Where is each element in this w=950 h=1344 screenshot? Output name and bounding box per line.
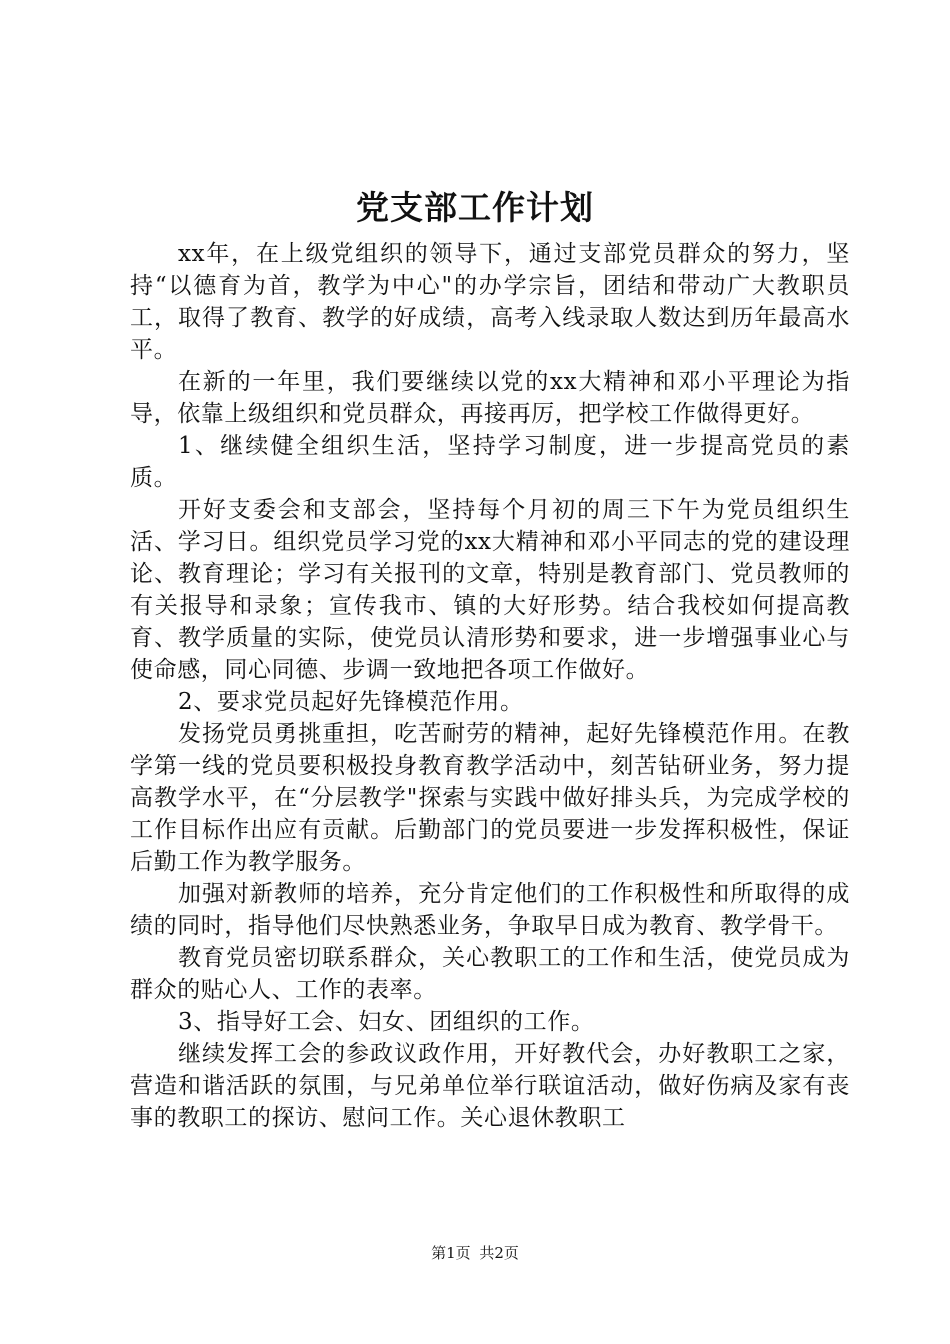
paragraph: xx年，在上级党组织的领导下，通过支部党员群众的努力，坚持“以德育为首，教学为中心"的办学宗旨，团结和带动广大教职员工，取得了教育、教学的好成绩，高考入线录取人数达到历年最高水平。: [130, 241, 850, 363]
section-heading: 3、指导好工会、妇女、团组织的工作。: [178, 1009, 595, 1035]
page-title: 党支部工作计划: [356, 188, 594, 227]
paragraph: 教育党员密切联系群众，关心教职工的工作和生活，使党员成为群众的贴心人、工作的表率。: [130, 945, 850, 1003]
page-footer: [0, 1243, 950, 1263]
section-heading: 1、继续健全组织生活，坚持学习制度，进一步提高党员的素质。: [130, 433, 850, 491]
paragraph: 继续发挥工会的参政议政作用，开好教代会，办好教职工之家，营造和谐活跃的氛围，与兄弟单位举行联谊活动，做好伤病及家有丧事的教职工的探访、慰问工作。关心退休教职工: [130, 1041, 850, 1131]
document-body: [130, 238, 850, 1134]
paragraph: 加强对新教师的培养，充分肯定他们的工作积极性和所取得的成绩的同时，指导他们尽快熟悉业务，争取早日成为教育、教学骨干。: [130, 881, 850, 939]
paragraph: 开好支委会和支部会，坚持每个月初的周三下午为党员组织生活、学习日。组织党员学习党的xx大精神和邓小平同志的党的建设理论、教育理论；学习有关报刊的文章，特别是教育部门、党员教师的有关报导和录象；宣传我市、镇的大好形势。结合我校如何提高教育、教学质量的实际，使党员认清形势和要求，进一步增强事业心与使命感，同心同德、步调一致地把各项工作做好。: [130, 497, 850, 683]
section-heading: 2、要求党员起好先锋模范作用。: [178, 689, 524, 715]
paragraph: 发扬党员勇挑重担，吃苦耐劳的精神，起好先锋模范作用。在教学第一线的党员要积极投身教育教学活动中，刻苦钻研业务，努力提高教学水平，在“分层教学"探索与实践中做好排头兵，为完成学校的工作目标作出应有贡献。后勤部门的党员要进一步发挥积极性，保证后勤工作为教学服务。: [130, 721, 850, 875]
paragraph: 在新的一年里，我们要继续以党的xx大精神和邓小平理论为指导，依靠上级组织和党员群众，再接再厉，把学校工作做得更好。: [130, 369, 850, 427]
page-total: 共2页: [479, 1244, 519, 1262]
page-number: 第1页: [431, 1244, 471, 1262]
